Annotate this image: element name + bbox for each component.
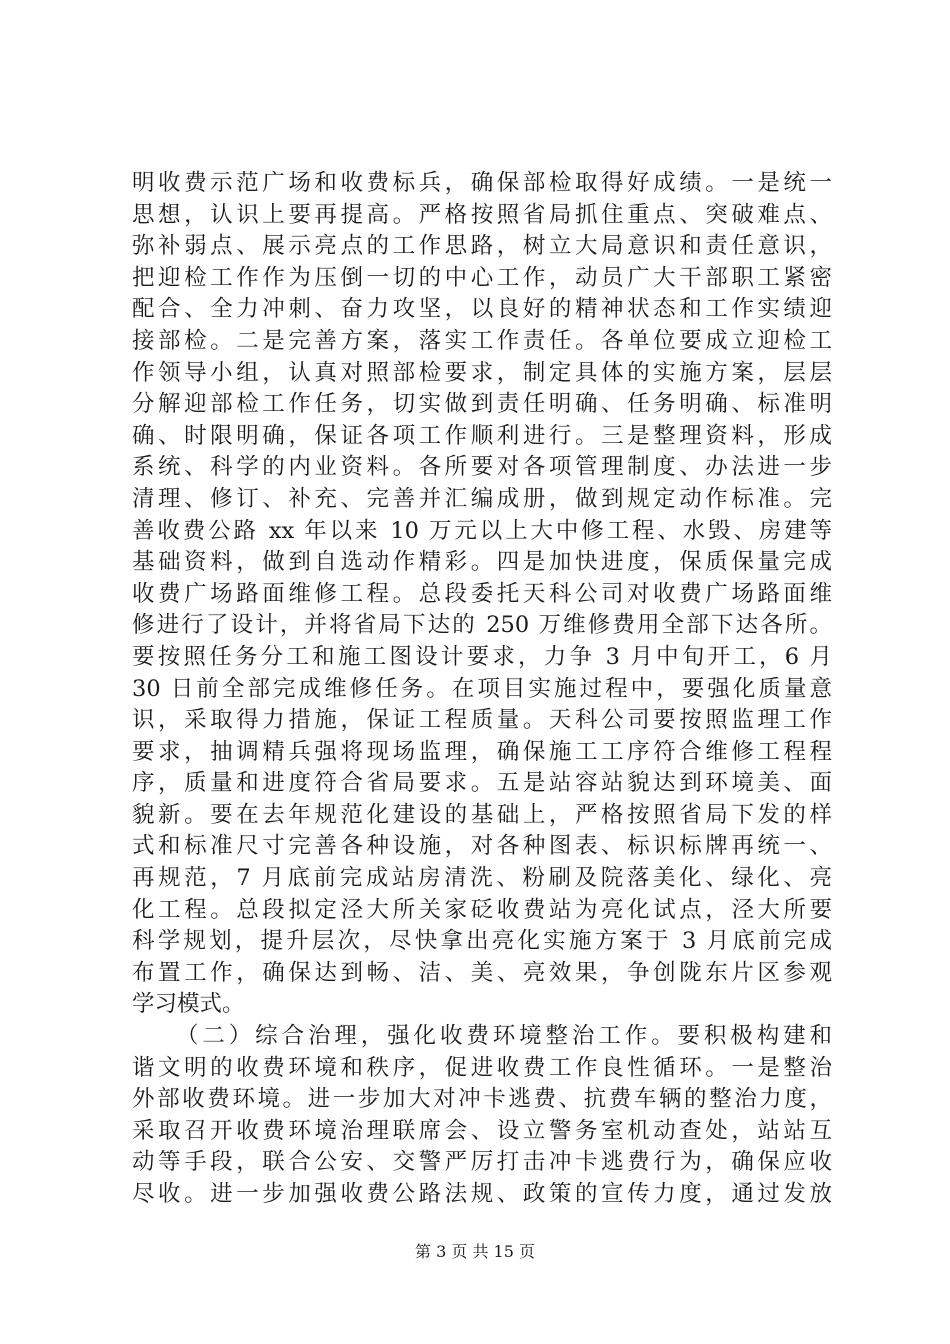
page-number: 第 3 页 共 15 页 xyxy=(415,1242,535,1261)
text-line: 弥补弱点、展示亮点的工作思路，树立大局意识和责任意识， xyxy=(132,233,832,260)
text-line: 要求，抽调精兵强将现场监理，确保施工工序符合维修工程程 xyxy=(132,738,832,765)
text-line: 确、时限明确，保证各项工作顺利进行。三是整理资料，形成 xyxy=(132,422,832,449)
text-line: 明收费示范广场和收费标兵，确保部检取得好成绩。一是统一 xyxy=(132,170,832,196)
text-line: 科学规划，提升层次，尽快拿出亮化实施方案于 3 月底前完成 xyxy=(132,928,832,955)
text-line: 思想，认识上要再提高。严格按照省局抓住重点、突破难点、 xyxy=(132,201,832,228)
text-line: 要按照任务分工和施工图设计要求，力争 3 月中旬开工，6 月 xyxy=(132,643,832,670)
text-line: 貌新。要在去年规范化建设的基础上，严格按照省局下发的样 xyxy=(132,801,832,828)
text-line: 把迎检工作作为压倒一切的中心工作，动员广大干部职工紧密 xyxy=(132,264,832,291)
document-body xyxy=(132,168,832,1211)
text-line: 布置工作，确保达到畅、洁、美、亮效果，争创陇东片区参观 xyxy=(132,959,832,986)
text-line: 外部收费环境。进一步加大对冲卡逃费、抗费车辆的整治力度， xyxy=(132,1086,832,1113)
text-line: 善收费公路 xx 年以来 10 万元以上大中修工程、水毁、房建等 xyxy=(132,517,832,544)
text-line: 系统、科学的内业资料。各所要对各项管理制度、办法进一步 xyxy=(132,454,832,481)
text-line: 基础资料，做到自选动作精彩。四是加快进度，保质保量完成 xyxy=(132,549,832,576)
text-line: 谐文明的收费环境和秩序，促进收费工作良性循环。一是整治 xyxy=(132,1054,832,1081)
text-line: 收费广场路面维修工程。总段委托天科公司对收费广场路面维 xyxy=(132,580,832,607)
text-line: 采取召开收费环境治理联席会、设立警务室机动查处，站站互 xyxy=(132,1117,832,1144)
text-line: 化工程。总段拟定泾大所关家砭收费站为亮化试点，泾大所要 xyxy=(132,896,832,923)
text-line: 作领导小组，认真对照部检要求，制定具体的实施方案，层层 xyxy=(132,359,832,386)
text-line: 30 日前全部完成维修任务。在项目实施过程中，要强化质量意 xyxy=(132,675,832,702)
text-line: 修进行了设计，并将省局下达的 250 万维修费用全部下达各所。 xyxy=(132,612,832,639)
text-line: 分解迎部检工作任务，切实做到责任明确、任务明确、标准明 xyxy=(132,391,832,418)
text-line: 再规范，7 月底前完成站房清洗、粉刷及院落美化、绿化、亮 xyxy=(132,865,832,892)
text-line: 式和标准尺寸完善各种设施，对各种图表、标识标牌再统一、 xyxy=(132,833,832,860)
text-line: 尽收。进一步加强收费公路法规、政策的宣传力度，通过发放 xyxy=(132,1181,832,1207)
section-heading-line: （二）综合治理，强化收费环境整治工作。要积极构建和 xyxy=(176,1023,832,1050)
text-line: 配合、全力冲刺、奋力攻坚，以良好的精神状态和工作实绩迎 xyxy=(132,296,832,323)
text-line: 清理、修订、补充、完善并汇编成册，做到规定动作标准。完 xyxy=(132,485,832,512)
page-footer xyxy=(0,1242,950,1262)
paragraph-end-line: 学习模式。 xyxy=(132,991,245,1018)
text-line: 动等手段，联合公安、交警严厉打击冲卡逃费行为，确保应收 xyxy=(132,1149,832,1176)
text-line: 识，采取得力措施，保证工程质量。天科公司要按照监理工作 xyxy=(132,707,832,734)
text-line: 序，质量和进度符合省局要求。五是站容站貌达到环境美、面 xyxy=(132,770,832,797)
text-line: 接部检。二是完善方案，落实工作责任。各单位要成立迎检工 xyxy=(132,327,832,354)
